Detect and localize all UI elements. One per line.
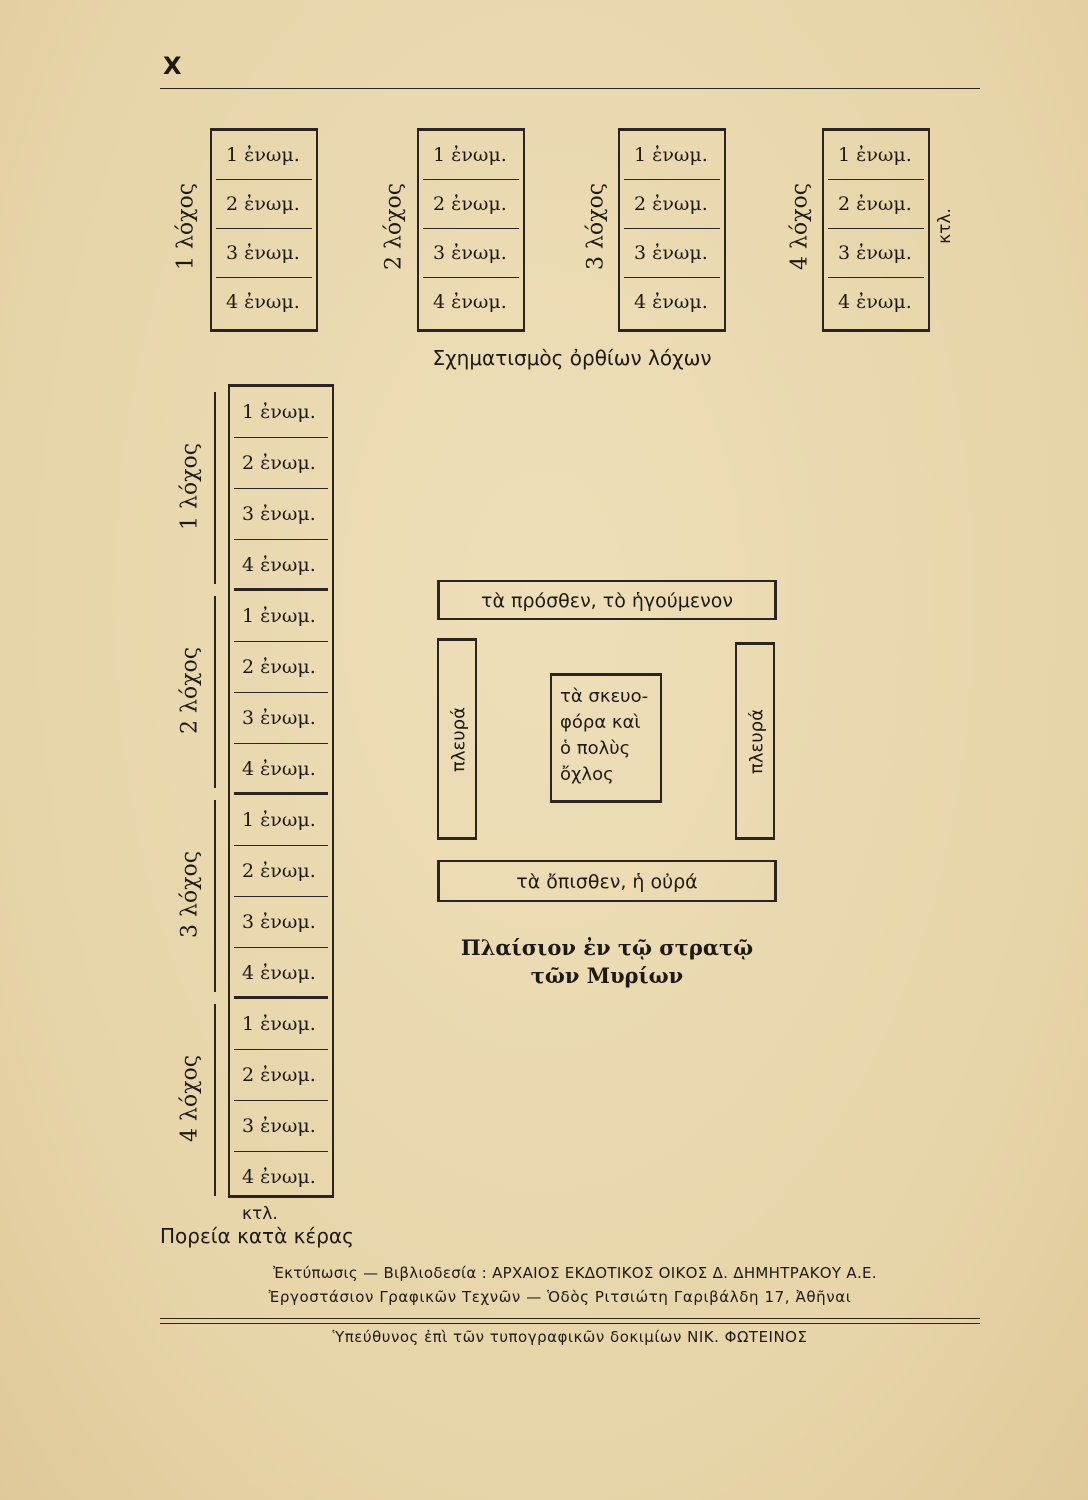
upright-formation-caption: Σχηματισμὸς ὀρθίων λόχων (432, 346, 712, 370)
column-company-bracket-4 (214, 1004, 216, 1196)
baggage-line-2: φόρα καὶ (560, 712, 641, 733)
rear-box: τὰ ὄπισθεν, ἡ οὐρά (437, 860, 777, 902)
footer-workshop: Ἐργοστάσιον Γραφικῶν Τεχνῶν — Ὁδὸς Ριτσιώτη Γαριβάλδη 17, Ἀθῆναι (268, 1288, 852, 1306)
column-company-2-section-2: 2 ἐνωμ. (234, 642, 328, 693)
hollow-square-caption-2: τῶν Μυρίων (530, 963, 684, 988)
top-company-4-section-2: 2 ἐνωμ. (828, 180, 924, 229)
column-company-3-section-1: 1 ἐνωμ. (234, 795, 328, 846)
column-company-bracket-1 (214, 392, 216, 584)
column-company-bracket-2 (214, 596, 216, 788)
left-flank-box (437, 638, 477, 840)
column-company-2-section-1: 1 ἐνωμ. (234, 591, 328, 642)
top-company-3-section-3: 3 ἐνωμ. (624, 229, 720, 278)
right-flank-label: πλευρά (746, 709, 768, 774)
column-company-4-section-4: 4 ἐνωμ. (242, 1166, 316, 1188)
top-company-2-section-3: 3 ἐνωμ. (423, 229, 519, 278)
top-company-box-3 (618, 128, 726, 332)
header-rule (160, 88, 980, 89)
column-company-label-3: 3 λόχος (177, 850, 203, 939)
column-company-bracket-3 (214, 800, 216, 992)
top-company-label-2: 2 λόχος (381, 182, 407, 271)
baggage-box (550, 673, 662, 803)
top-company-4-section-1: 1 ἐνωμ. (828, 131, 924, 180)
column-company-1-section-1: 1 ἐνωμ. (234, 387, 328, 438)
top-company-2-section-1: 1 ἐνωμ. (423, 131, 519, 180)
column-company-label-2: 2 λόχος (177, 646, 203, 735)
page-number: X (163, 52, 182, 80)
top-company-label-4: 4 λόχος (787, 182, 813, 271)
top-company-4-section-4: 4 ἐνωμ. (838, 291, 912, 313)
column-march-box (228, 384, 334, 1198)
column-company-2-section-3: 3 ἐνωμ. (234, 693, 328, 744)
top-company-4-section-3: 3 ἐνωμ. (828, 229, 924, 278)
left-flank-label: πλευρά (448, 707, 470, 772)
baggage-line-1: τὰ σκευο- (560, 686, 649, 707)
baggage-line-4: ὄχλος (560, 764, 614, 785)
column-company-3-section-4: 4 ἐνωμ. (234, 948, 328, 999)
top-company-box-4 (822, 128, 930, 332)
top-company-1-section-1: 1 ἐνωμ. (216, 131, 312, 180)
top-company-3-section-2: 2 ἐνωμ. (624, 180, 720, 229)
column-company-label-1: 1 λόχος (177, 442, 203, 531)
right-flank-box (735, 642, 775, 840)
footer-rule-2 (160, 1323, 980, 1324)
front-box: τὰ πρόσθεν, τὸ ἡγούμενον (437, 580, 777, 620)
top-company-box-1 (210, 128, 318, 332)
footer-rule-1 (160, 1318, 980, 1319)
column-company-1-section-2: 2 ἐνωμ. (234, 438, 328, 489)
top-company-3-section-1: 1 ἐνωμ. (624, 131, 720, 180)
top-company-3-section-4: 4 ἐνωμ. (634, 291, 708, 313)
column-company-4-section-3: 3 ἐνωμ. (234, 1101, 328, 1152)
column-company-3-section-3: 3 ἐνωμ. (234, 897, 328, 948)
top-company-box-2 (417, 128, 525, 332)
column-march-caption: Πορεία κατὰ κέρας (160, 1224, 354, 1248)
column-company-label-4: 4 λόχος (177, 1054, 203, 1143)
top-etc-label: κτλ. (935, 208, 955, 244)
footer-printing: Ἐκτύπωσις — Βιβλιοδεσία : ΑΡΧΑΙΟΣ ΕΚΔΟΤΙΚΟΣ ΟΙΚΟΣ Δ. ΔΗΜΗΤΡΑΚΟΥ Α.Ε. (273, 1264, 877, 1282)
top-company-1-section-4: 4 ἐνωμ. (226, 291, 300, 313)
hollow-square-caption-1: Πλαίσιον ἐν τῷ στρατῷ (460, 935, 754, 960)
footer-proofs: Ὑπεύθυνος ἐπὶ τῶν τυπογραφικῶν δοκιμίων ΝΙΚ. ΦΩΤΕΙΝΟΣ (332, 1328, 808, 1346)
column-etc-label: κτλ. (242, 1204, 278, 1224)
column-company-4-section-1: 1 ἐνωμ. (234, 999, 328, 1050)
top-company-1-section-3: 3 ἐνωμ. (216, 229, 312, 278)
top-company-label-1: 1 λόχος (173, 182, 199, 271)
column-company-2-section-4: 4 ἐνωμ. (234, 744, 328, 795)
column-company-1-section-4: 4 ἐνωμ. (234, 540, 328, 591)
column-company-1-section-3: 3 ἐνωμ. (234, 489, 328, 540)
baggage-line-3: ὁ πολὺς (560, 738, 631, 759)
top-company-2-section-2: 2 ἐνωμ. (423, 180, 519, 229)
top-company-1-section-2: 2 ἐνωμ. (216, 180, 312, 229)
top-company-label-3: 3 λόχος (583, 182, 609, 271)
column-company-3-section-2: 2 ἐνωμ. (234, 846, 328, 897)
column-company-4-section-2: 2 ἐνωμ. (234, 1050, 328, 1101)
top-company-2-section-4: 4 ἐνωμ. (433, 291, 507, 313)
